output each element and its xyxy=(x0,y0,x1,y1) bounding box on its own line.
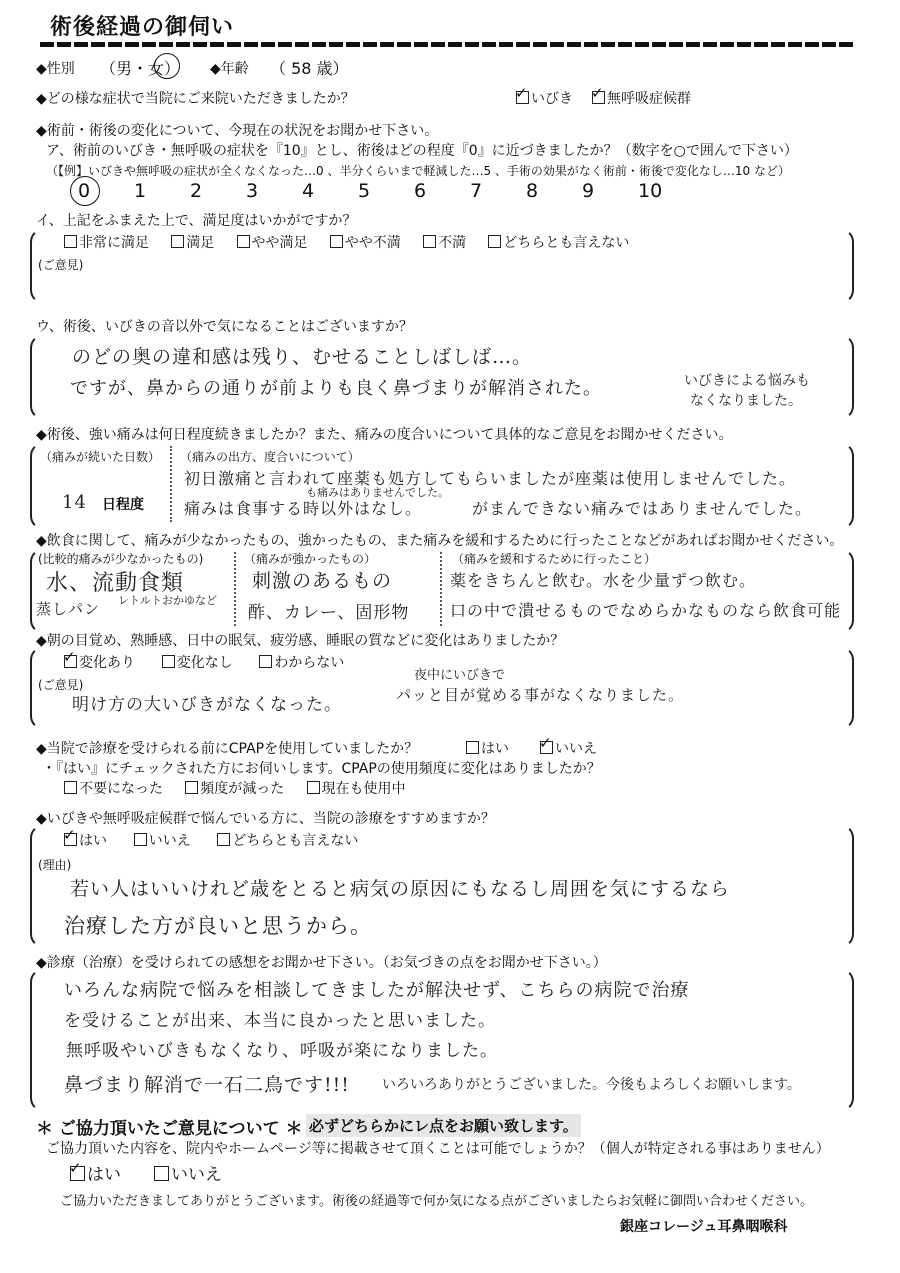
pain-days-label: （痛みが続いた日数） xyxy=(40,450,161,464)
recommend-option-yes[interactable]: ✓はい xyxy=(64,833,107,849)
symptom-option-apnea[interactable] xyxy=(592,88,691,108)
scale-9[interactable]: 9 xyxy=(582,180,595,202)
food-relief-label: （痛みを緩和するために行ったこと） xyxy=(452,552,657,566)
recommend-option-no[interactable]: いいえ xyxy=(134,833,191,849)
page-title: 術後経過の御伺い xyxy=(50,15,235,40)
footer-option-no[interactable]: いいえ xyxy=(154,1160,222,1185)
satisfaction-option[interactable]: どちらとも言えない xyxy=(488,235,629,251)
pain-question: ◆術後、強い痛みは何日程度続きましたか？また、痛みの度合いについて具体的なご意見をお聞かせください。 xyxy=(36,427,733,443)
satisfaction-option[interactable]: やや不満 xyxy=(330,235,401,251)
sleep-answer-line2: 夜中にいびきで xyxy=(414,668,506,683)
recommend-reason-label: (理由) xyxy=(38,858,72,872)
scale-3[interactable]: 3 xyxy=(246,180,259,202)
impression-line4: 鼻づまり解消で一石二鳥です!!! xyxy=(64,1074,350,1096)
sleep-answer-line3: パッと目が覚める事がなくなりました。 xyxy=(396,686,685,704)
scale-2[interactable]: 2 xyxy=(190,180,203,202)
satisfaction-opinion-label: (ご意見) xyxy=(38,258,84,272)
food-less-label: (比較的痛みが少なかったもの) xyxy=(38,552,204,566)
other-answer-line3: いびきによる悩みも xyxy=(684,373,810,389)
recommend-reason-line2: 治療した方が良いと思うから。 xyxy=(64,914,372,938)
food-relief-line2: 口の中で潰せるものでなめらかなものなら飲食可能 xyxy=(450,601,842,620)
other-answer-line1: のどの奥の違和感は残り、むせることしばしば…。 xyxy=(72,346,533,368)
scale-1[interactable]: 1 xyxy=(134,180,147,202)
satisfaction-option[interactable]: 不満 xyxy=(423,235,466,251)
pain-detail-insert: も痛みはありませんでした。 xyxy=(306,486,449,499)
cpap-sub-option[interactable]: 頻度が減った xyxy=(185,781,284,797)
pain-detail-label: （痛みの出方、度合いについて） xyxy=(180,450,360,464)
recommend-reason-line1: 若い人はいいけれど歳をとると病気の原因にもなるし周囲を気にするなら xyxy=(70,878,731,900)
scale-8[interactable]: 8 xyxy=(526,180,539,202)
age-value: （ 58 歳） xyxy=(270,59,349,78)
recommend-options xyxy=(64,830,358,850)
cpap-sub-option[interactable]: 不要になった xyxy=(64,781,163,797)
food-relief-line1: 薬をきちんと飲む。水を少量ずつ飲む。 xyxy=(450,571,757,590)
gender-label: ◆性別 xyxy=(36,61,75,77)
food-divider-2 xyxy=(440,552,444,626)
scale-6[interactable]: 6 xyxy=(414,180,427,202)
impression-line3: 無呼吸やいびきもなくなり、呼吸が楽になりました。 xyxy=(66,1041,498,1061)
symptom-option-label: いびき xyxy=(531,91,573,107)
cpap-question: ◆当院で診療を受けられる前にCPAPを使用していましたか？ xyxy=(36,741,419,757)
food-less-line2: 蒸しパン xyxy=(36,600,101,618)
satisfaction-option[interactable]: やや満足 xyxy=(237,235,308,251)
footer-highlight: 必ずどちらかにレ点をお願い致します。 xyxy=(306,1114,581,1137)
title-divider xyxy=(40,42,855,47)
footer-question: ご協力頂いた内容を、院内やホームページ等に掲載させて頂くことは可能でしょうか？（個人が特定される事はありません） xyxy=(46,1141,830,1157)
sleep-options xyxy=(64,652,344,672)
cpap-sub-option[interactable]: 現在も使用中 xyxy=(307,781,406,797)
food-less-line1: 水、流動食類 xyxy=(46,571,185,596)
change-question: ◆術前・術後の変化について、今現在の状況をお聞かせ下さい。 xyxy=(36,123,439,139)
age-label: ◆年齢 xyxy=(210,61,249,77)
impression-line2: を受けることが出来、本当に良かったと思いました。 xyxy=(64,1011,496,1031)
food-strong-line2: 酢、カレー、固形物 xyxy=(248,603,410,623)
pain-detail-line2: 痛みは食事する時以外はなし。 xyxy=(184,499,423,518)
recommend-option-neither[interactable]: どちらとも言えない xyxy=(217,833,358,849)
sleep-option-unchanged[interactable]: 変化なし xyxy=(162,655,233,671)
footer-heading: ＊ ご協力頂いたご意見について ＊ xyxy=(36,1119,303,1139)
food-question: ◆飲食に関して、痛みが少なかったもの、強かったもの、また痛みを緩和するために行ったことなどがあればお聞かせください。 xyxy=(36,533,844,549)
gender-circle-mark xyxy=(154,53,180,79)
checkbox-icon[interactable] xyxy=(516,91,529,104)
other-question: ウ、術後、いびきの音以外で気になることはございますか？ xyxy=(36,319,413,335)
cpap-option-no[interactable]: ✓ いいえ xyxy=(540,738,597,758)
cpap-option-yes[interactable]: はい xyxy=(466,738,509,758)
sleep-option-changed[interactable]: ✓変化あり xyxy=(64,655,135,671)
other-answer-line4: なくなりました。 xyxy=(690,393,802,409)
cpap-sub-question: ・『はい』にチェックされた方にお伺いします。CPAPの使用頻度に変化はありましたか？ xyxy=(42,761,601,777)
scale-row xyxy=(78,180,694,202)
pain-days-value: 14 xyxy=(62,492,87,513)
cpap-sub-options xyxy=(64,778,406,798)
food-divider-1 xyxy=(234,552,238,626)
checkbox-icon[interactable] xyxy=(592,91,605,104)
gender-value: （男・女） xyxy=(100,59,181,78)
impression-line1: いろんな病院で悩みを相談してきましたが解決せず、こちらの病院で治療 xyxy=(64,980,690,1001)
sleep-opinion-label: (ご意見) xyxy=(38,678,84,692)
food-less-line3: レトルトおかゆなど xyxy=(118,594,217,607)
scale-0[interactable]: 0 xyxy=(78,180,91,202)
satisfaction-option[interactable]: 非常に満足 xyxy=(64,235,149,251)
satisfaction-question: イ、上記をふまえた上で、満足度はいかがですか？ xyxy=(36,213,357,229)
other-answer-line2: ですが、鼻からの通りが前よりも良く鼻づまりが解消された。 xyxy=(70,378,602,399)
impression-question: ◆診療（治療）を受けられての感想をお聞かせ下さい。（お気づきの点をお聞かせ下さい。） xyxy=(36,955,607,971)
recommend-question: ◆いびきや無呼吸症候群で悩んでいる方に、当院の診療をすすめますか？ xyxy=(36,811,495,827)
sleep-answer-line1: 明け方の大いびきがなくなった。 xyxy=(72,695,342,715)
pain-detail-line1: 初日激痛と言われて座薬も処方してもらいましたが座薬は使用しませんでした。 xyxy=(184,469,797,488)
symptom-option-snoring[interactable] xyxy=(516,88,573,108)
satisfaction-option[interactable]: 満足 xyxy=(171,235,214,251)
scale-4[interactable]: 4 xyxy=(302,180,315,202)
change-question-a: ア、術前のいびき・無呼吸の症状を『10』とし、術後はどの程度『0』に近づきましたか？（数字を○で囲んで下さい） xyxy=(46,143,798,159)
scale-5[interactable]: 5 xyxy=(358,180,371,202)
pain-detail-line3: がまんできない痛みではありませんでした。 xyxy=(472,499,813,518)
symptom-question: ◆どの様な症状で当院にご来院いただきましたか？ xyxy=(36,91,355,107)
scale-10[interactable]: 10 xyxy=(638,180,663,202)
footer-option-yes[interactable]: ✓はい xyxy=(70,1160,121,1185)
pain-divider xyxy=(170,446,174,522)
scale-7[interactable]: 7 xyxy=(470,180,483,202)
food-strong-label: （痛みが強かったもの） xyxy=(244,552,377,566)
food-strong-line1: 刺激のあるもの xyxy=(252,570,393,592)
pain-days-unit: 日程度 xyxy=(102,497,144,513)
change-example: （【例】いびきや無呼吸の症状が全くなくなった…0 、半分くらいまで軽減した…5 、手術の効果がなく術前・術後で変化なし…10 など） xyxy=(46,164,790,178)
sleep-question: ◆朝の目覚め、熟睡感、日中の眠気、疲労感、睡眠の質などに変化はありましたか？ xyxy=(36,633,565,649)
symptom-option-label: 無呼吸症候群 xyxy=(607,91,691,107)
scale-selection-circle xyxy=(70,176,100,206)
impression-line5: いろいろありがとうございました。今後もよろしくお願いします。 xyxy=(382,1077,801,1093)
sleep-option-unknown[interactable]: わからない xyxy=(259,655,344,671)
clinic-name: 銀座コレージュ耳鼻咽喉科 xyxy=(620,1219,788,1235)
footer-thanks: ご協力いただきましてありがとうございます。術後の経過等で何か気になる点がございましたらお気軽に御問い合わせください。 xyxy=(60,1194,813,1209)
satisfaction-options xyxy=(64,232,629,252)
